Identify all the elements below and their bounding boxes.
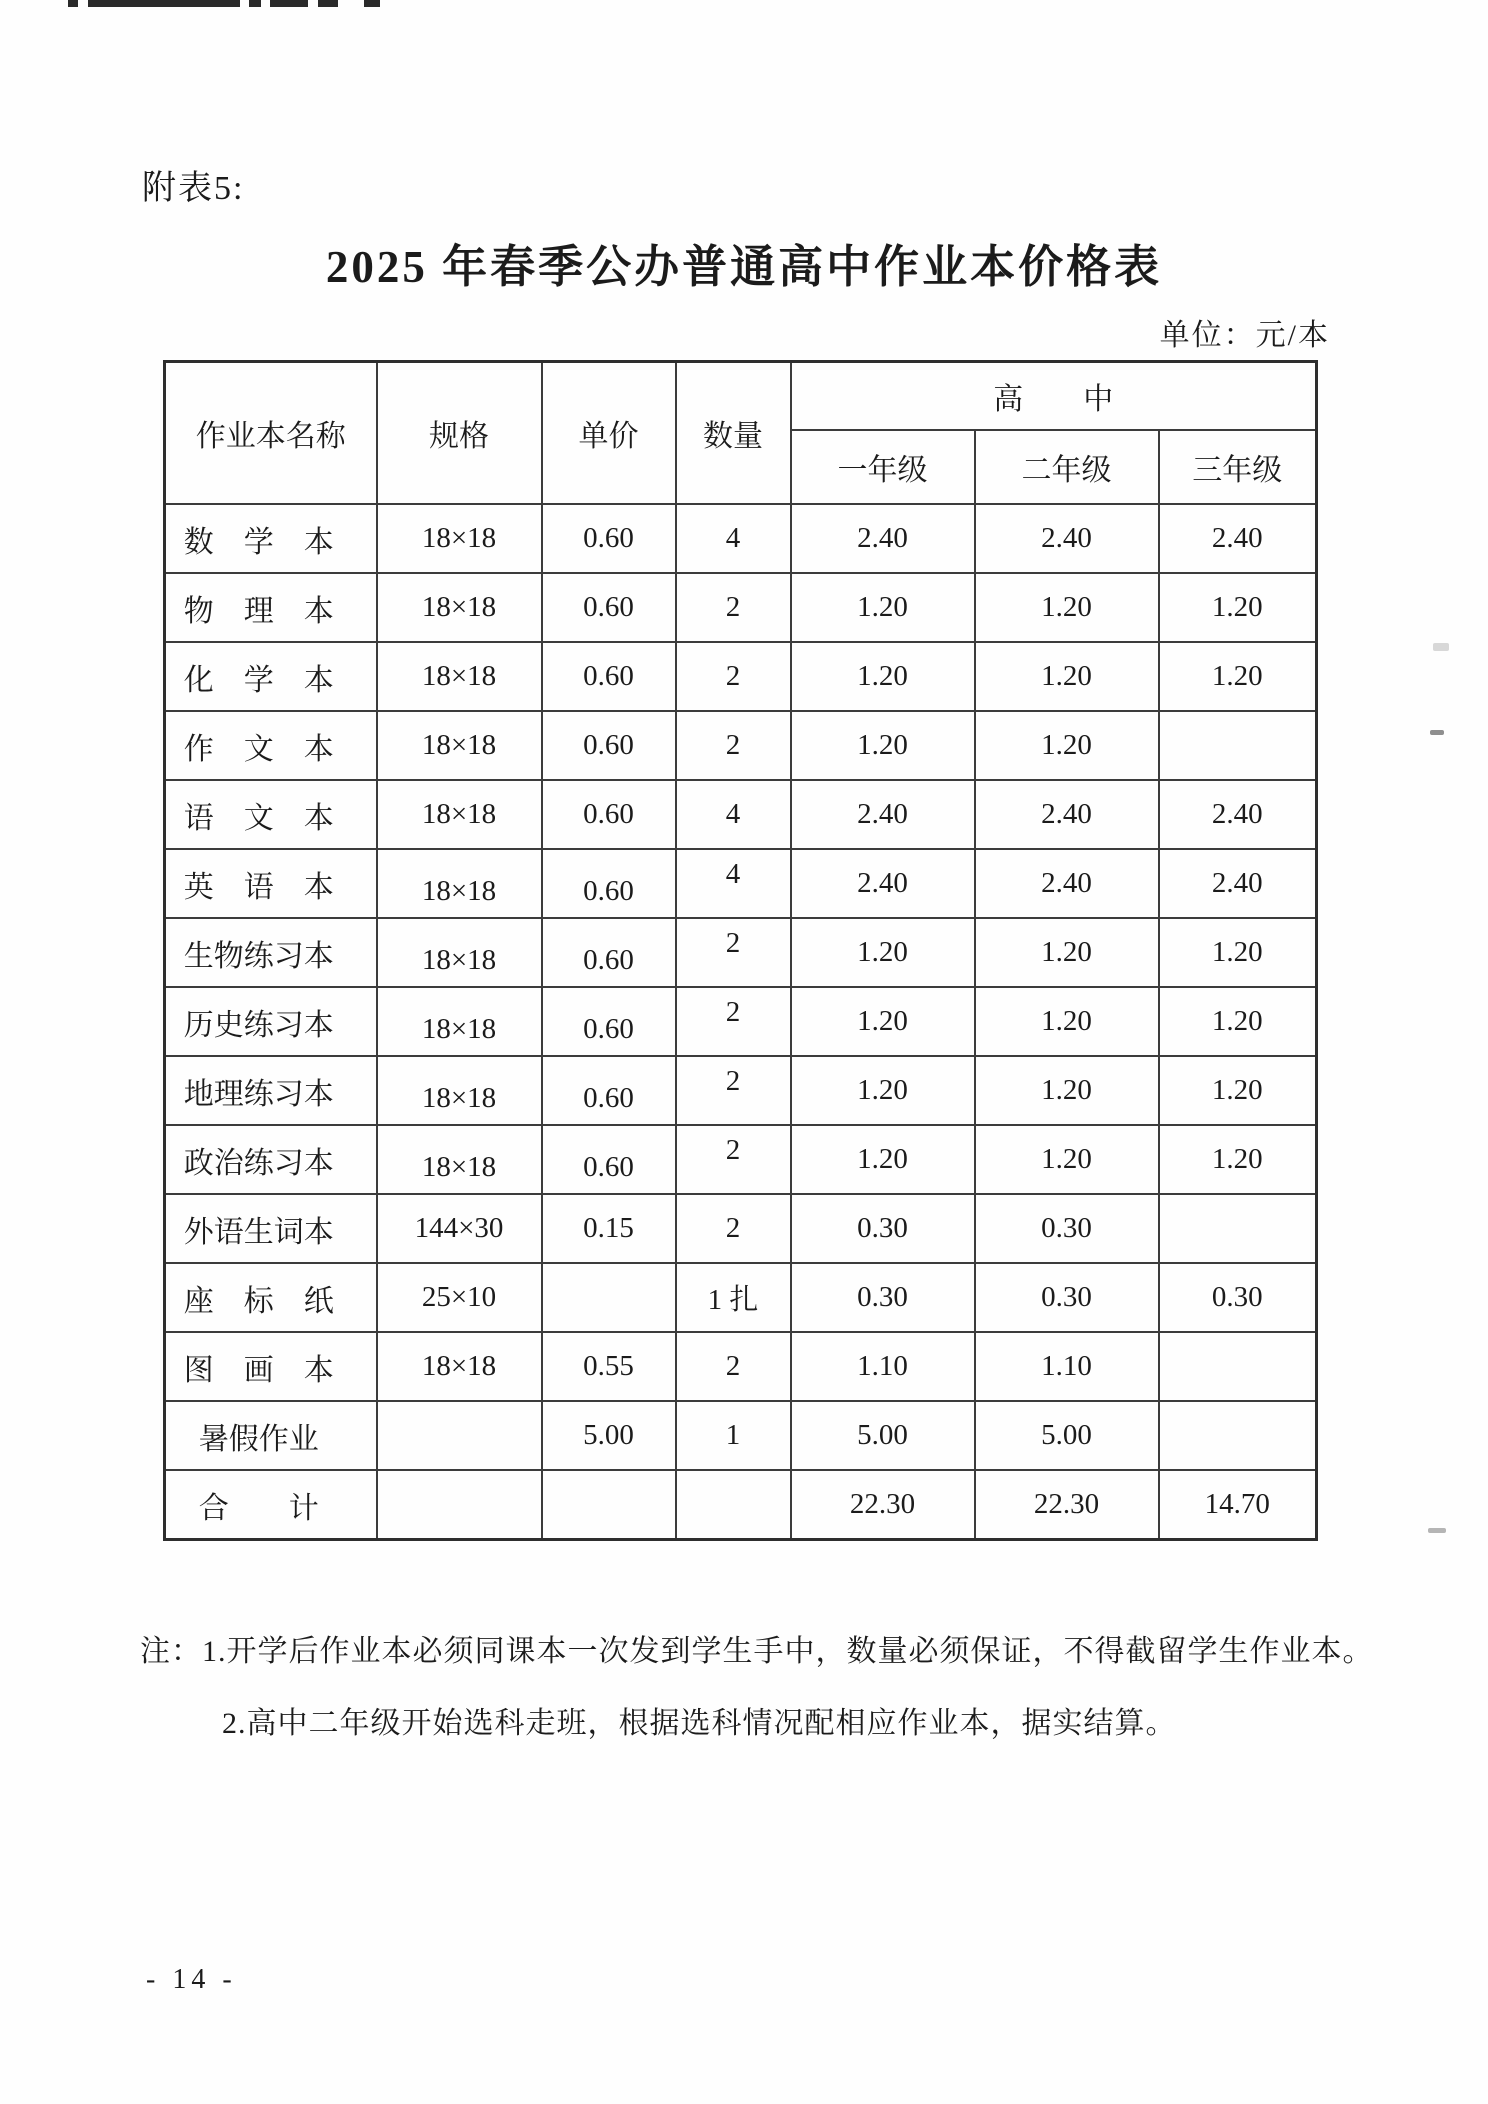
cell-qty: 2	[676, 1194, 791, 1263]
cell-price	[542, 1263, 676, 1332]
cell-name: 物 理 本	[165, 573, 377, 642]
cell-price: 0.60	[542, 1056, 676, 1125]
cell-price: 0.60	[542, 849, 676, 918]
table-row	[165, 1263, 1317, 1332]
cell-qty: 2	[676, 1332, 791, 1401]
price-table-body	[165, 504, 1317, 1540]
page-number: - 14 -	[146, 1964, 237, 1995]
cell-g3: 14.70	[1159, 1470, 1317, 1540]
cell-g2: 0.30	[975, 1263, 1159, 1332]
cell-name: 外语生词本	[165, 1194, 377, 1263]
cell-g2: 2.40	[975, 849, 1159, 918]
cell-spec: 18×18	[377, 918, 542, 987]
cell-name: 语 文 本	[165, 780, 377, 849]
cell-g1: 1.10	[791, 1332, 975, 1401]
cell-g2: 1.20	[975, 573, 1159, 642]
workbook-price-table	[163, 360, 1318, 1541]
cell-qty: 4	[676, 780, 791, 849]
cell-g1: 2.40	[791, 849, 975, 918]
cell-spec: 18×18	[377, 711, 542, 780]
cell-g2: 1.20	[975, 1125, 1159, 1194]
cell-g3: 0.30	[1159, 1263, 1317, 1332]
table-header-row-top	[165, 362, 1317, 431]
cell-name: 暑假作业	[165, 1401, 377, 1470]
scan-smudge	[1430, 730, 1444, 735]
cell-qty: 4	[676, 504, 791, 573]
header-quantity: 数量	[676, 362, 791, 505]
scan-artifact-redaction-segment	[364, 0, 380, 7]
cell-g1: 5.00	[791, 1401, 975, 1470]
cell-spec: 18×18	[377, 573, 542, 642]
cell-qty: 2	[676, 918, 791, 987]
scan-artifact-redaction-segment	[270, 0, 308, 7]
table-row	[165, 1194, 1317, 1263]
cell-qty: 4	[676, 849, 791, 918]
cell-spec: 18×18	[377, 780, 542, 849]
cell-g3: 1.20	[1159, 573, 1317, 642]
cell-g1: 2.40	[791, 780, 975, 849]
cell-price: 0.60	[542, 642, 676, 711]
table-row	[165, 504, 1317, 573]
cell-g3: 1.20	[1159, 987, 1317, 1056]
table-row	[165, 849, 1317, 918]
cell-name: 地理练习本	[165, 1056, 377, 1125]
cell-g3	[1159, 1194, 1317, 1263]
cell-price: 0.60	[542, 780, 676, 849]
cell-name: 化 学 本	[165, 642, 377, 711]
scan-smudge	[1433, 643, 1449, 651]
cell-g2: 22.30	[975, 1470, 1159, 1540]
cell-name: 英 语 本	[165, 849, 377, 918]
cell-qty: 2	[676, 711, 791, 780]
cell-g3: 1.20	[1159, 1056, 1317, 1125]
cell-spec: 18×18	[377, 1056, 542, 1125]
cell-g2: 5.00	[975, 1401, 1159, 1470]
cell-g2: 2.40	[975, 504, 1159, 573]
cell-price	[542, 1470, 676, 1540]
cell-name: 生物练习本	[165, 918, 377, 987]
table-row	[165, 1470, 1317, 1540]
cell-price: 5.00	[542, 1401, 676, 1470]
cell-g3	[1159, 1401, 1317, 1470]
cell-price: 0.60	[542, 573, 676, 642]
cell-name: 座 标 纸	[165, 1263, 377, 1332]
cell-price: 0.60	[542, 918, 676, 987]
cell-g3	[1159, 711, 1317, 780]
cell-g3	[1159, 1332, 1317, 1401]
scan-artifact-redaction-segment	[88, 0, 240, 7]
footnote-2: 2.高中二年级开始选科走班，根据选科情况配相应作业本，据实结算。	[222, 1707, 1177, 1740]
cell-price: 0.55	[542, 1332, 676, 1401]
cell-name: 数 学 本	[165, 504, 377, 573]
cell-qty: 2	[676, 573, 791, 642]
cell-g1: 0.30	[791, 1194, 975, 1263]
cell-qty: 2	[676, 642, 791, 711]
table-row	[165, 1056, 1317, 1125]
header-unit-price: 单价	[542, 362, 676, 505]
cell-g3: 2.40	[1159, 504, 1317, 573]
table-row	[165, 918, 1317, 987]
cell-spec: 18×18	[377, 1125, 542, 1194]
cell-name: 历史练习本	[165, 987, 377, 1056]
cell-g1: 1.20	[791, 642, 975, 711]
cell-g1: 2.40	[791, 504, 975, 573]
cell-price: 0.15	[542, 1194, 676, 1263]
cell-price: 0.60	[542, 711, 676, 780]
cell-spec: 144×30	[377, 1194, 542, 1263]
cell-qty: 2	[676, 1125, 791, 1194]
attachment-label: 附表5:	[142, 170, 245, 207]
header-grade-1: 一年级	[791, 430, 975, 504]
cell-g2: 1.20	[975, 711, 1159, 780]
cell-g3: 1.20	[1159, 642, 1317, 711]
cell-g1: 1.20	[791, 918, 975, 987]
cell-g3: 2.40	[1159, 780, 1317, 849]
cell-name: 作 文 本	[165, 711, 377, 780]
header-workbook-name: 作业本名称	[165, 362, 377, 505]
cell-g3: 1.20	[1159, 1125, 1317, 1194]
cell-g1: 1.20	[791, 987, 975, 1056]
cell-g2: 1.20	[975, 987, 1159, 1056]
cell-name: 合 计	[165, 1470, 377, 1540]
cell-g2: 1.20	[975, 1056, 1159, 1125]
table-row	[165, 711, 1317, 780]
header-grade-3: 三年级	[1159, 430, 1317, 504]
scan-artifact-redaction-segment	[68, 0, 78, 7]
header-spec: 规格	[377, 362, 542, 505]
table-row	[165, 780, 1317, 849]
table-row	[165, 1332, 1317, 1401]
cell-g3: 1.20	[1159, 918, 1317, 987]
cell-g2: 1.20	[975, 642, 1159, 711]
cell-name: 政治练习本	[165, 1125, 377, 1194]
cell-g1: 22.30	[791, 1470, 975, 1540]
table-row	[165, 987, 1317, 1056]
cell-g1: 0.30	[791, 1263, 975, 1332]
cell-g3: 2.40	[1159, 849, 1317, 918]
scan-smudge	[1428, 1528, 1446, 1533]
table-row	[165, 642, 1317, 711]
cell-spec: 25×10	[377, 1263, 542, 1332]
cell-g2: 1.10	[975, 1332, 1159, 1401]
cell-price: 0.60	[542, 504, 676, 573]
cell-spec: 18×18	[377, 1332, 542, 1401]
cell-spec: 18×18	[377, 987, 542, 1056]
cell-spec: 18×18	[377, 504, 542, 573]
cell-spec: 18×18	[377, 642, 542, 711]
cell-qty	[676, 1470, 791, 1540]
cell-name: 图 画 本	[165, 1332, 377, 1401]
cell-g1: 1.20	[791, 573, 975, 642]
cell-spec	[377, 1470, 542, 1540]
cell-spec	[377, 1401, 542, 1470]
scan-artifact-redaction-segment	[249, 0, 261, 7]
cell-qty: 1	[676, 1401, 791, 1470]
header-grade-2: 二年级	[975, 430, 1159, 504]
cell-g2: 1.20	[975, 918, 1159, 987]
cell-g2: 2.40	[975, 780, 1159, 849]
header-group-high-school: 高 中	[791, 362, 1317, 431]
page-title: 2025 年春季公办普通高中作业本价格表	[325, 242, 1163, 292]
cell-spec: 18×18	[377, 849, 542, 918]
cell-g1: 1.20	[791, 1125, 975, 1194]
cell-g2: 0.30	[975, 1194, 1159, 1263]
scan-artifact-redaction-segment	[318, 0, 338, 7]
cell-price: 0.60	[542, 1125, 676, 1194]
cell-g1: 1.20	[791, 1056, 975, 1125]
cell-price: 0.60	[542, 987, 676, 1056]
table-row	[165, 1125, 1317, 1194]
table-row	[165, 573, 1317, 642]
footnote-1: 注：1.开学后作业本必须同课本一次发到学生手中，数量必须保证，不得截留学生作业本。	[140, 1635, 1374, 1668]
cell-qty: 1 扎	[676, 1263, 791, 1332]
cell-qty: 2	[676, 987, 791, 1056]
cell-qty: 2	[676, 1056, 791, 1125]
unit-note: 单位：元/本	[1159, 319, 1330, 352]
cell-g1: 1.20	[791, 711, 975, 780]
table-row	[165, 1401, 1317, 1470]
